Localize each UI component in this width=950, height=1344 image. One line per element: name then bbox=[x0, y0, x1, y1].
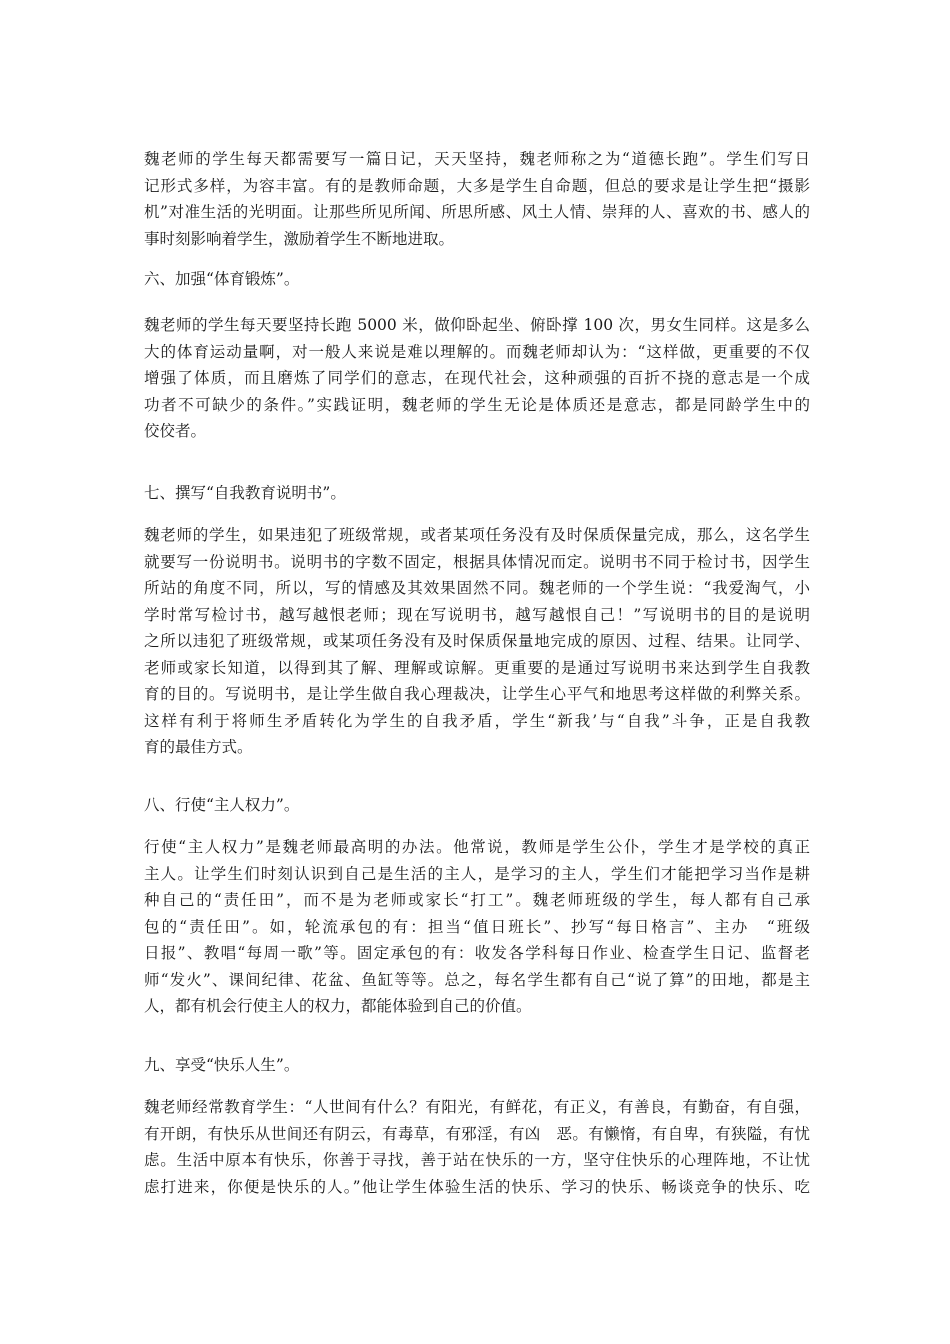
text-line: 魏老师经常教育学生：“人世间有什么？有阳光，有鲜花，有正义，有善良，有勤奋，有自强， bbox=[144, 1098, 810, 1116]
text-line: 师“发火”、课间纪律、花盆、鱼缸等等。总之，每名学生都有自己“说了算”的田地，都是主 bbox=[144, 970, 810, 989]
text-line: 事时刻影响着学生，激励着学生不断地进取。 bbox=[144, 229, 455, 248]
text-line: 主人。让学生们时刻认识到自己是生活的主人，是学习的主人，学生们才能把学习当作是耕 bbox=[144, 864, 810, 883]
text-line: 人，都有机会行使主人的权力，都能体验到自己的价值。 bbox=[144, 997, 532, 1015]
text-line: 育的目的。写说明书，是让学生做自我心理裁决，让学生心平气和地思考这样做的利弊关系。 bbox=[144, 685, 810, 703]
text-line: 魏老师的学生，如果违犯了班级常规，或者某项任务没有及时保质保量完成，那么，这名学生 bbox=[144, 526, 810, 544]
text-line: 老师或家长知道，以得到其了解、理解或谅解。更重要的是通过写说明书来达到学生自我教 bbox=[144, 658, 810, 677]
paragraph-sports bbox=[144, 312, 810, 445]
text-line: 机”对准生活的光明面。让那些所见所闻、所思所感、风土人情、崇拜的人、喜欢的书、感人的 bbox=[144, 203, 810, 221]
text-line: 虑。生活中原本有快乐，你善于寻找，善于站在快乐的一方，坚守住快乐的心理阵地，不让忧 bbox=[144, 1151, 810, 1169]
text-line: 所站的角度不同，所以，写的情感及其效果固然不同。魏老师的一个学生说：“我爱淘气，小 bbox=[144, 579, 810, 597]
text-line: 有开朗，有快乐从世间还有阴云，有毒草，有邪淫，有凶 恶。有懒惰，有自卑，有狭隘，有忧 bbox=[144, 1124, 810, 1143]
text-line: 包的“责任田”。如，轮流承包的有：担当“值日班长”、抄写“每日格言”、主办 “班级 bbox=[144, 917, 810, 936]
text-line: 种自己的“责任田”，而不是为老师或家长“打工”。魏老师班级的学生，每人都有自己承 bbox=[144, 891, 810, 909]
paragraph-self-education bbox=[144, 522, 810, 761]
section-heading-7: 七、撰写“自我教育说明书”。 bbox=[144, 484, 346, 502]
text-line: 功者不可缺少的条件。”实践证明，魏老师的学生无论是体质还是意志，都是同龄学生中的 bbox=[144, 395, 810, 414]
text-line: 增强了体质，而且磨炼了同学们的意志，在现代社会，这种顽强的百折不挠的意志是一个成 bbox=[144, 369, 810, 387]
paragraph-owner-rights bbox=[144, 834, 810, 1020]
text-line: 学时常写检讨书，越写越恨老师；现在写说明书，越写越恨自己！”写说明书的目的是说明 bbox=[144, 605, 810, 624]
text-line: 记形式多样，为容丰富。有的是教师命题，大多是学生自命题，但总的要求是让学生把“摄影 bbox=[144, 176, 810, 195]
text-line: 魏老师的学生每天都需要写一篇日记，天天坚持，魏老师称之为“道德长跑”。学生们写日 bbox=[144, 150, 810, 168]
section-heading-9: 九、享受“快乐人生”。 bbox=[144, 1056, 300, 1074]
text-line: 大的体育运动量啊，对一般人来说是难以理解的。而魏老师却认为：“这样做，更重要的不仅 bbox=[144, 342, 810, 361]
section-heading-8: 八、行使“主人权力”。 bbox=[144, 796, 300, 814]
text-line: 佼佼者。 bbox=[144, 422, 207, 440]
text-line: 魏老师的学生每天要坚持长跑 5000 米，做仰卧起坐、俯卧撑 100 次，男女生同样。这是多么 bbox=[144, 316, 810, 334]
section-heading-6: 六、加强“体育锻炼”。 bbox=[144, 270, 300, 288]
text-line: 之所以违犯了班级常规，或某项任务没有及时保质保量地完成的原因、过程、结果。让同学、 bbox=[144, 632, 810, 650]
text-line: 育的最佳方式。 bbox=[144, 738, 253, 756]
text-line: 就要写一份说明书。说明书的字数不固定，根据具体情况而定。说明书不同于检讨书，因学生 bbox=[144, 552, 810, 571]
paragraph-diary bbox=[144, 146, 810, 252]
text-line: 虑打进来，你便是快乐的人。”他让学生体验生活的快乐、学习的快乐、畅谈竞争的快乐、吃 bbox=[144, 1177, 810, 1196]
paragraph-happy-life bbox=[144, 1094, 810, 1200]
text-line: 这样有利于将师生矛盾转化为学生的自我矛盾，学生“新我’与“自我”斗争，正是自我教 bbox=[144, 711, 810, 730]
text-line: 日报”、教唱“每周一歌”等。固定承包的有：收发各学科每日作业、检查学生日记、监督老 bbox=[144, 944, 810, 962]
text-line: 行使“主人权力”是魏老师最高明的办法。他常说，教师是学生公仆，学生才是学校的真正 bbox=[144, 838, 810, 856]
